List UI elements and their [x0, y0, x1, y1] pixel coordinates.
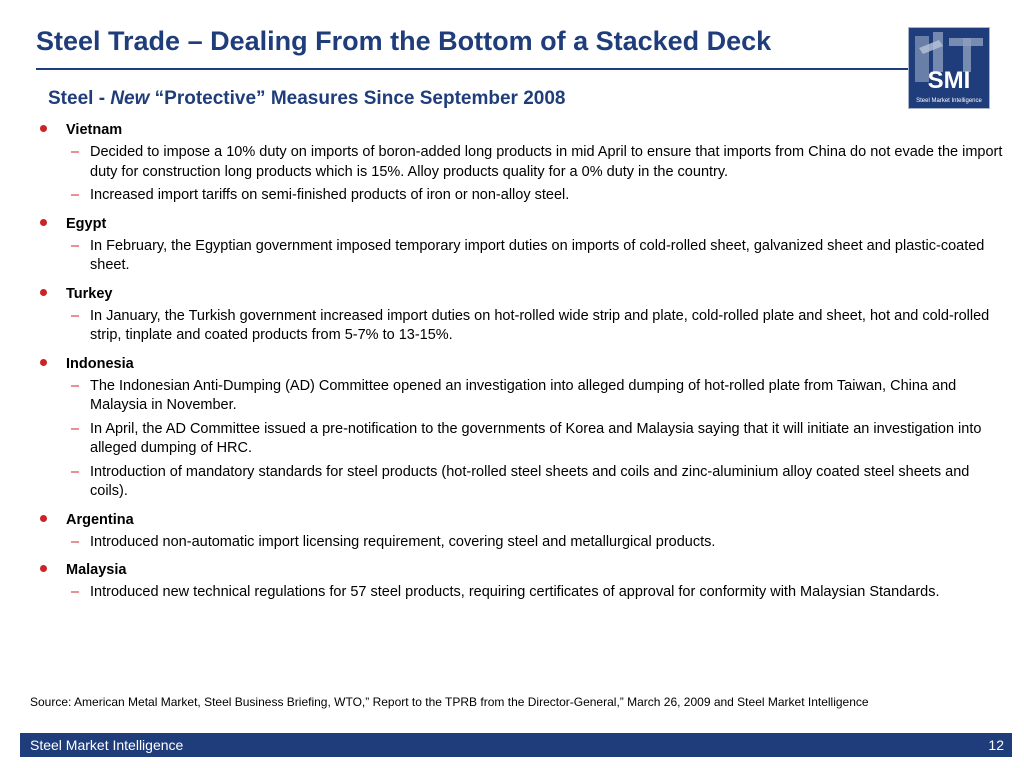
measure-text: Introduced non-automatic import licensing requirement, covering steel and metallurgical products. — [90, 533, 716, 550]
slide-subtitle — [48, 88, 565, 110]
bullet-dot-icon — [40, 219, 47, 226]
measure-text: The Indonesian Anti-Dumping (AD) Committee opened an investigation into alleged dumping of hot-rolled plate from Taiwan, China and Malaysia in November. — [90, 377, 957, 413]
country-section — [38, 354, 1010, 502]
country-heading — [38, 510, 1010, 531]
measure-text: In April, the AD Committee issued a pre-notification to the governments of Korea and Malaysia saying that it will initiate an investigation into alleged dumping of HRC. — [90, 420, 982, 456]
country-name: Vietnam — [66, 122, 123, 138]
country-name: Indonesia — [66, 355, 134, 372]
bullet-dot-icon — [40, 515, 47, 522]
measure-item — [38, 463, 1010, 502]
measure-text: Introduction of mandatory standards for steel products (hot-rolled steel sheets and coils and zinc-aluminium alloy coated steel sheets and coils). — [90, 463, 970, 499]
measure-text: In February, the Egyptian government imposed temporary import duties on imports of cold-rolled sheet, galvanized sheet and plastic-coated sheet. — [90, 237, 985, 273]
measure-item — [38, 420, 1010, 459]
source-note: Source: American Metal Market, Steel Business Briefing, WTO,” Report to the TPRB from the Director-General,” March 26, 2009 and Steel Market Intelligence — [30, 695, 869, 709]
page-number: 12 — [988, 737, 1004, 753]
dash-bullet-icon: – — [71, 144, 80, 160]
dash-bullet-icon: – — [71, 463, 80, 480]
steel-beams-logo-icon — [909, 28, 989, 108]
country-section — [38, 284, 1010, 346]
footer-company: Steel Market Intelligence — [30, 737, 184, 753]
dash-bullet-icon: – — [71, 533, 80, 550]
subtitle-prefix: Steel - — [48, 88, 111, 109]
logo-text: SMI — [927, 67, 971, 94]
country-name: Malaysia — [66, 562, 127, 578]
country-heading — [38, 560, 1010, 581]
measure-text: In January, the Turkish government increased import duties on hot-rolled wide strip and plate, cold-rolled plate and sheet, hot and cold-rolled strip, tinplate and coated products from 5-7% to 13-15%. — [90, 307, 990, 343]
measure-item — [38, 186, 1010, 206]
country-name: Egypt — [66, 215, 107, 232]
country-section — [38, 510, 1010, 553]
measure-item — [38, 307, 1010, 346]
country-section — [38, 214, 1010, 276]
dash-bullet-icon: – — [71, 377, 80, 394]
measures-list — [38, 120, 1010, 611]
measure-list — [38, 533, 1010, 553]
country-section — [38, 120, 1010, 206]
country-heading — [38, 214, 1010, 235]
country-name: Argentina — [66, 511, 134, 528]
dash-bullet-icon: – — [71, 420, 80, 437]
measure-text: Introduced new technical regulations for 57 steel products, requiring certificates of approval for conformity with Malaysian Standards. — [90, 584, 940, 600]
footer-bar — [20, 733, 1012, 757]
country-section — [38, 560, 1010, 603]
measure-text: Increased import tariffs on semi-finished products of iron or non-alloy steel. — [90, 187, 570, 203]
dash-bullet-icon: – — [71, 237, 80, 254]
subtitle-emphasis: New — [110, 88, 150, 109]
country-heading — [38, 120, 1010, 141]
measure-item — [38, 143, 1010, 182]
country-heading — [38, 284, 1010, 305]
measure-list — [38, 583, 1010, 603]
bullet-dot-icon — [40, 125, 47, 132]
country-heading — [38, 354, 1010, 375]
measure-item — [38, 377, 1010, 416]
measure-list — [38, 307, 1010, 346]
measure-list — [38, 143, 1010, 206]
measure-text: Decided to impose a 10% duty on imports of boron-added long products in mid April to ensure that imports from China do not evade the import duty for construction long products which is 15%. Alloy products quality for a 0% duty in the country. — [90, 144, 1003, 180]
measure-item — [38, 237, 1010, 276]
logo-caption: Steel Market Intelligence — [916, 98, 982, 104]
country-name: Turkey — [66, 285, 113, 302]
title-divider — [36, 68, 908, 70]
smi-logo — [908, 27, 990, 109]
bullet-dot-icon — [40, 565, 47, 572]
bullet-dot-icon — [40, 359, 47, 366]
measure-item — [38, 533, 1010, 553]
dash-bullet-icon: – — [71, 187, 80, 203]
dash-bullet-icon: – — [71, 307, 80, 324]
subtitle-suffix: “Protective” Measures Since September 2008 — [149, 88, 566, 109]
dash-bullet-icon: – — [71, 584, 80, 600]
measure-list — [38, 377, 1010, 502]
measure-item — [38, 583, 1010, 603]
slide-title: Steel Trade – Dealing From the Bottom of a Stacked Deck — [36, 26, 772, 56]
bullet-dot-icon — [40, 289, 47, 296]
measure-list — [38, 237, 1010, 276]
